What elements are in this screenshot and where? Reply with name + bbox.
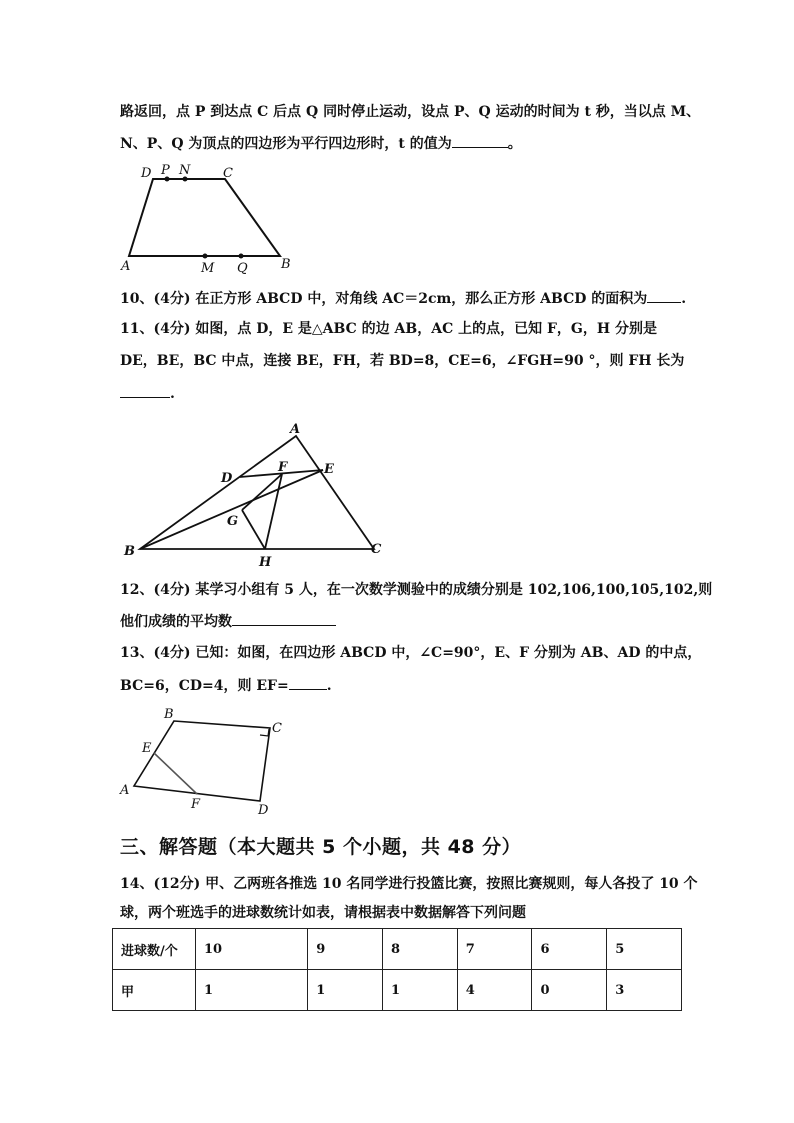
trapezoid-abcd xyxy=(129,179,280,256)
q10-text: 10、(4分) 在正方形 ABCD 中，对角线 AC＝2cm，那么正方形 ABCD 的面积为 xyxy=(120,291,648,307)
label-f: F xyxy=(191,797,201,812)
table-cell: 5 xyxy=(607,929,682,970)
table-cell: 4 xyxy=(457,970,532,1011)
label-c: C xyxy=(223,166,233,181)
table-cell: 1 xyxy=(196,970,308,1011)
point-m xyxy=(203,254,208,259)
label-g: G xyxy=(227,514,239,529)
q10-answer-blank xyxy=(647,288,681,303)
label-d: D xyxy=(141,166,152,181)
table-cell: 10 xyxy=(196,929,308,970)
label-c: C xyxy=(272,721,282,736)
table-cell: 3 xyxy=(607,970,682,1011)
q11-line2: DE，BE，BC 中点，连接 BE，FH，若 BD=8，CE=6，∠FGH=90 °，则 FH 长为 xyxy=(120,353,685,369)
point-q xyxy=(239,254,244,259)
label-a: A xyxy=(121,259,131,274)
label-m: M xyxy=(201,261,215,275)
quadrilateral-abcd xyxy=(134,721,270,801)
score-table xyxy=(112,928,682,1011)
label-h: H xyxy=(259,555,272,570)
q11-line1: 11、(4分) 如图，点 D，E 是△ABC 的边 AB，AC 上的点，已知 F，G，H 分别是 xyxy=(120,321,657,337)
table-cell: 6 xyxy=(532,929,607,970)
q10-line xyxy=(120,288,686,309)
table-cell: 进球数/个 xyxy=(113,929,196,970)
q14-line2: 球，两个班选手的进球数统计如表，请根据表中数据解答下列问题 xyxy=(120,905,526,921)
label-f: F xyxy=(278,460,288,475)
label-d: D xyxy=(258,803,269,818)
q12-answer-blank xyxy=(232,611,336,626)
table-cell: 9 xyxy=(308,929,383,970)
q9-end: 。 xyxy=(507,136,522,152)
label-d: D xyxy=(221,471,233,486)
label-q: Q xyxy=(237,261,248,275)
q12-text: 他们成绩的平均数 xyxy=(120,614,232,630)
segment-fh xyxy=(265,474,282,549)
table-cell: 1 xyxy=(382,970,457,1011)
label-c: C xyxy=(371,542,382,557)
q10-end: . xyxy=(681,291,687,307)
q13-line1: 13、(4分) 已知：如图，在四边形 ABCD 中，∠C=90°，E、F 分别为 AB、AD 的中点， xyxy=(120,645,702,661)
table-cell: 0 xyxy=(532,970,607,1011)
q12-line1: 12、(4分) 某学习小组有 5 人，在一次数学测验中的成绩分别是 102,106,100,105,102,则 xyxy=(120,582,713,598)
triangle-abc xyxy=(140,436,374,549)
segment-gh xyxy=(242,510,265,549)
triangle-figure xyxy=(118,418,398,573)
label-a: A xyxy=(290,422,301,437)
section-heading: 三、解答题（本大题共 5 个小题，共 48 分） xyxy=(120,836,522,858)
table-cell: 1 xyxy=(308,970,383,1011)
q13-answer-blank xyxy=(289,675,327,690)
table-row xyxy=(113,929,682,970)
q13-end: . xyxy=(326,678,332,694)
right-angle-mark xyxy=(260,729,269,736)
label-n: N xyxy=(179,163,191,178)
label-p: P xyxy=(161,163,170,178)
q9-line2 xyxy=(120,133,522,154)
q14-line1: 14、(12分) 甲、乙两班各推选 10 名同学进行投篮比赛，按照比赛规则，每人各投了 10 个 xyxy=(120,876,698,892)
q11-line3 xyxy=(120,383,175,404)
label-e: E xyxy=(324,462,334,477)
table-cell: 7 xyxy=(457,929,532,970)
q12-line2 xyxy=(120,611,336,632)
label-e: E xyxy=(142,741,152,756)
segment-ef xyxy=(154,753,197,794)
q11-answer-blank xyxy=(120,383,170,398)
q11-end: . xyxy=(170,386,175,402)
quadrilateral-figure xyxy=(112,702,302,820)
q13-text: BC=6，CD=4，则 EF= xyxy=(120,678,289,694)
label-b: B xyxy=(124,544,135,559)
segment-fg xyxy=(242,474,282,510)
q9-line2-text: N、P、Q 为顶点的四边形为平行四边形时，t 的值为 xyxy=(120,136,452,152)
table-cell: 8 xyxy=(382,929,457,970)
trapezoid-figure xyxy=(115,160,305,275)
q9-answer-blank xyxy=(452,133,508,148)
label-b: B xyxy=(281,257,291,272)
q13-line2 xyxy=(120,675,332,696)
q9-line1: 路返回，点 P 到达点 C 后点 Q 同时停止运动，设点 P、Q 运动的时间为 t 秒，当以点 M、 xyxy=(120,104,701,120)
table-row xyxy=(113,970,682,1011)
label-b: B xyxy=(164,707,174,722)
table-cell: 甲 xyxy=(113,970,196,1011)
label-a: A xyxy=(120,783,130,798)
